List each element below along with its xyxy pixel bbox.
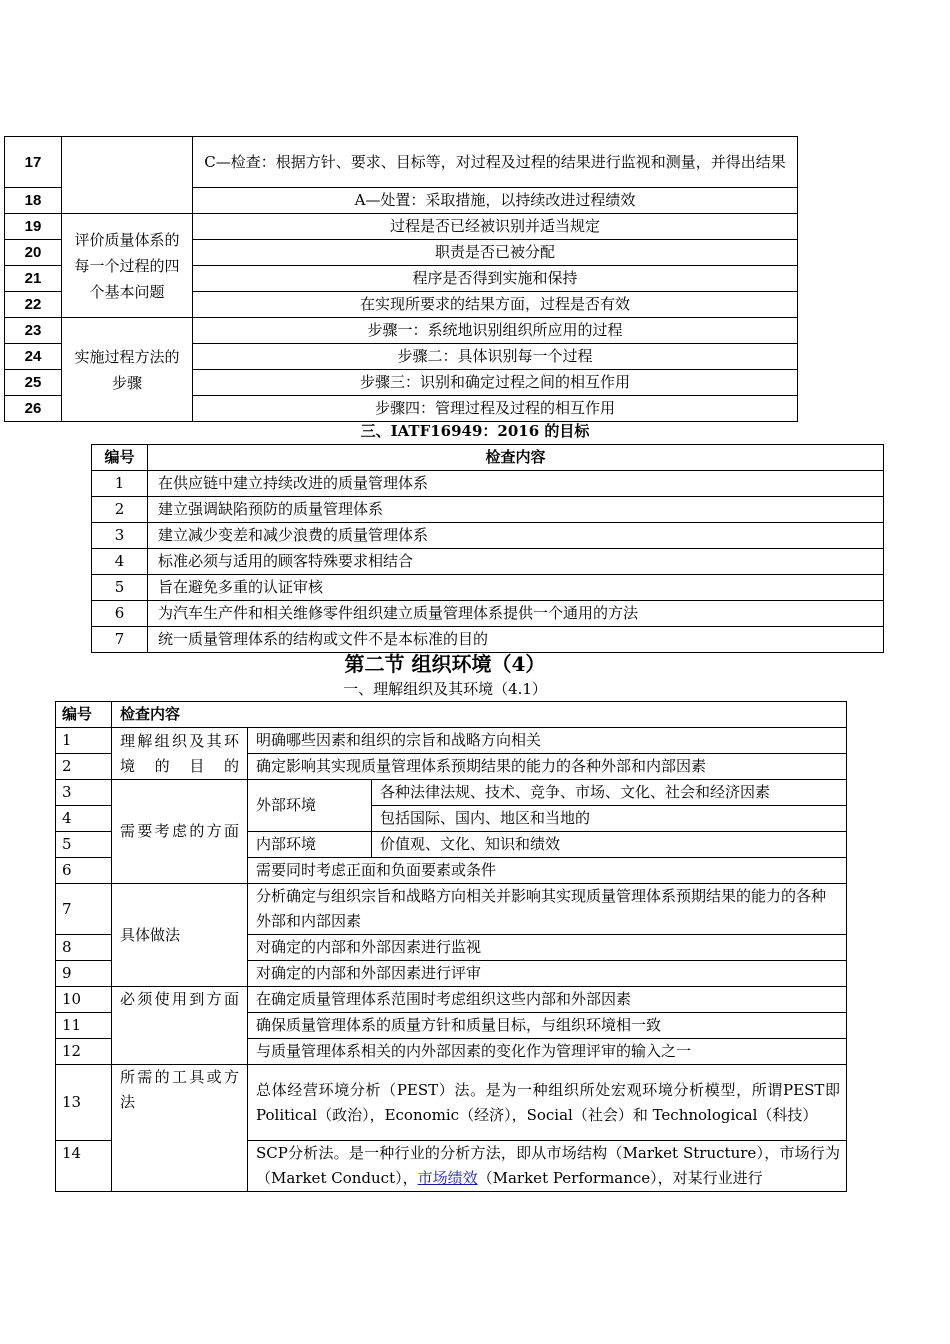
table-row (5, 318, 798, 344)
category-consider: 需要考虑的方面 (112, 780, 248, 884)
row-number: 19 (5, 214, 62, 240)
market-performance-link[interactable]: 市场绩效 (417, 1169, 478, 1187)
table-row (56, 728, 847, 754)
category-must-use: 必须使用到方面 (112, 987, 248, 1065)
row-number: 12 (56, 1039, 112, 1065)
header-no: 编号 (92, 445, 148, 471)
row-number: 1 (92, 471, 148, 497)
row-text: C—检查：根据方针、要求、目标等，对过程及过程的结果进行监视和测量，并得出结果 (193, 137, 798, 188)
row-text: 总体经营环境分析（PEST）法。是为一种组织所处宏观环境分析模型，所谓PEST即 Political（政治），Economic（经济），Social（社会）和 Technological（科技） (248, 1065, 847, 1141)
org-context-table (55, 701, 847, 1192)
table-row (92, 627, 884, 653)
table-row (56, 1065, 847, 1141)
row-text: 程序是否得到实施和保持 (193, 266, 798, 292)
row-text: 步骤四：管理过程及过程的相互作用 (193, 396, 798, 422)
row-text: A—处置：采取措施，以持续改进过程绩效 (193, 188, 798, 214)
row-number: 2 (92, 497, 148, 523)
row-text: 步骤三：识别和确定过程之间的相互作用 (193, 370, 798, 396)
row-number: 7 (56, 884, 112, 935)
row-number: 14 (56, 1141, 112, 1192)
row-number: 3 (56, 780, 112, 806)
row-text: 对确定的内部和外部因素进行评审 (248, 961, 847, 987)
table-row (56, 884, 847, 935)
row-number: 10 (56, 987, 112, 1013)
row-text: 明确哪些因素和组织的宗旨和战略方向相关 (248, 728, 847, 754)
row-number: 8 (56, 935, 112, 961)
row-text: 价值观、文化、知识和绩效 (372, 832, 847, 858)
row-number: 1 (56, 728, 112, 754)
row-number: 18 (5, 188, 62, 214)
category-purpose: 理解组织及其环境的目的 (112, 728, 248, 780)
row-text: 与质量管理体系相关的内外部因素的变化作为管理评审的输入之一 (248, 1039, 847, 1065)
sub-external: 外部环境 (248, 780, 372, 832)
row-number: 6 (56, 858, 112, 884)
table-row (92, 523, 884, 549)
row-text: 步骤一：系统地识别组织所应用的过程 (193, 318, 798, 344)
row-number: 26 (5, 396, 62, 422)
row-text: 确定影响其实现质量管理体系预期结果的能力的各种外部和内部因素 (248, 754, 847, 780)
group-steps: 实施过程方法的步骤 (62, 318, 193, 422)
row-text: 建立减少变差和减少浪费的质量管理体系 (148, 523, 884, 549)
sub-internal: 内部环境 (248, 832, 372, 858)
header-content: 检查内容 (112, 702, 847, 728)
table-row (5, 214, 798, 240)
row-number: 4 (56, 806, 112, 832)
row-text: 包括国际、国内、地区和当地的 (372, 806, 847, 832)
group-evaluate: 评价质量体系的每一个过程的四个基本问题 (62, 214, 193, 318)
row-number: 22 (5, 292, 62, 318)
row-text: 建立强调缺陷预防的质量管理体系 (148, 497, 884, 523)
table-row (56, 780, 847, 806)
row-text: 职责是否已被分配 (193, 240, 798, 266)
row-text: 在实现所要求的结果方面，过程是否有效 (193, 292, 798, 318)
row-number: 17 (5, 137, 62, 188)
table-header-row (56, 702, 847, 728)
table-row (5, 137, 798, 188)
table-row (92, 601, 884, 627)
table-row (56, 987, 847, 1013)
row-text: 在供应链中建立持续改进的质量管理体系 (148, 471, 884, 497)
row-number: 25 (5, 370, 62, 396)
row-number: 24 (5, 344, 62, 370)
section-heading-iatf: 三、IATF16949：2016 的目标 (360, 422, 590, 440)
row-text: 在确定质量管理体系范围时考虑组织这些内部和外部因素 (248, 987, 847, 1013)
group-cell-empty (62, 137, 193, 214)
row-number: 6 (92, 601, 148, 627)
category-practice: 具体做法 (112, 884, 248, 987)
row-text: 确保质量管理体系的质量方针和质量目标，与组织环境相一致 (248, 1013, 847, 1039)
row-text: 为汽车生产件和相关维修零件组织建立质量管理体系提供一个通用的方法 (148, 601, 884, 627)
row-number: 5 (56, 832, 112, 858)
iatf-goals-table (91, 444, 884, 653)
category-tools: 所需的工具或方法 (112, 1065, 248, 1192)
scp-text-a: SCP分析法。是一种行业的分析方法，即从市场结构（Market Structure），市场行为（Market Conduct）， (256, 1144, 841, 1187)
row-number: 13 (56, 1065, 112, 1141)
row-text: 标准必须与适用的顾客特殊要求相结合 (148, 549, 884, 575)
row-text: 过程是否已经被识别并适当规定 (193, 214, 798, 240)
process-table (4, 136, 798, 422)
row-number: 3 (92, 523, 148, 549)
row-text: 需要同时考虑正面和负面要素或条件 (248, 858, 847, 884)
section-title: 第二节 组织环境（4） (344, 652, 546, 676)
row-text: 各种法律法规、技术、竞争、市场、文化、社会和经济因素 (372, 780, 847, 806)
row-number: 9 (56, 961, 112, 987)
table-row (92, 575, 884, 601)
table-row (92, 549, 884, 575)
row-number: 7 (92, 627, 148, 653)
row-text: 统一质量管理体系的结构或文件不是本标准的目的 (148, 627, 884, 653)
table-row (92, 497, 884, 523)
row-text-scp (248, 1141, 847, 1192)
header-content: 检查内容 (148, 445, 884, 471)
row-number: 21 (5, 266, 62, 292)
row-text: 步骤二：具体识别每一个过程 (193, 344, 798, 370)
row-number: 23 (5, 318, 62, 344)
row-number: 20 (5, 240, 62, 266)
header-no: 编号 (56, 702, 112, 728)
row-text: 对确定的内部和外部因素进行监视 (248, 935, 847, 961)
table-header-row (92, 445, 884, 471)
row-number: 11 (56, 1013, 112, 1039)
row-text: 旨在避免多重的认证审核 (148, 575, 884, 601)
row-number: 2 (56, 754, 112, 780)
scp-text-b: （Market Performance），对某行业进行 (477, 1169, 763, 1187)
row-text: 分析确定与组织宗旨和战略方向相关并影响其实现质量管理体系预期结果的能力的各种外部和内部因素 (248, 884, 847, 935)
subsection-title: 一、理解组织及其环境（4.1） (343, 680, 547, 698)
row-number: 5 (92, 575, 148, 601)
table-row (92, 471, 884, 497)
row-number: 4 (92, 549, 148, 575)
